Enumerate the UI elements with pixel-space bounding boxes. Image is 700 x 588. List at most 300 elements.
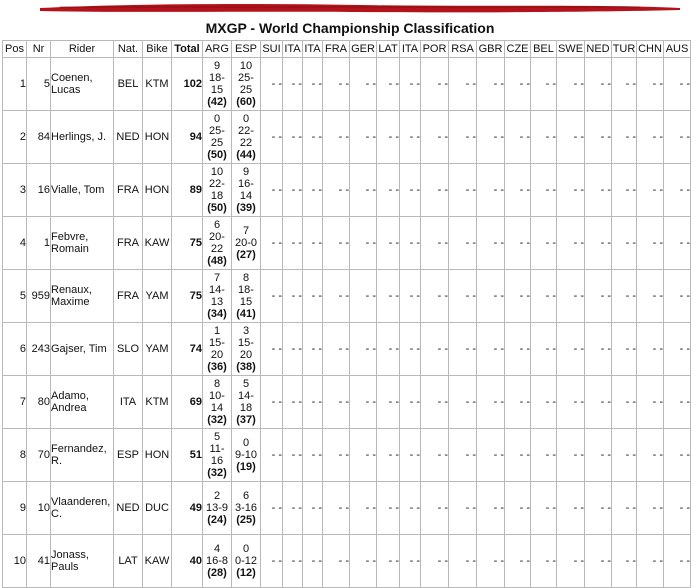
- empty-race-cell: - -: [421, 58, 449, 111]
- column-header-fra: FRA: [323, 41, 350, 58]
- column-header-ger: GER: [350, 41, 377, 58]
- empty-race-cell: - -: [531, 270, 557, 323]
- empty-race-cell: - -: [637, 535, 664, 588]
- empty-race-cell: - -: [283, 111, 303, 164]
- position-cell: 9: [3, 482, 27, 535]
- empty-race-cell: - -: [323, 535, 350, 588]
- rider-name-cell: Jonass, Pauls: [51, 535, 114, 588]
- total-points-cell: 102: [172, 58, 203, 111]
- race-points-line: 25: [239, 84, 253, 96]
- empty-race-cell: - -: [664, 270, 691, 323]
- empty-race-cell: - -: [449, 217, 477, 270]
- race-points-line: 13-9: [205, 502, 229, 514]
- empty-race-cell: - -: [505, 535, 531, 588]
- empty-race-cell: - -: [531, 482, 557, 535]
- column-header-bike: Bike: [143, 41, 172, 58]
- rider-number-cell: 959: [27, 270, 51, 323]
- column-header-nat: Nat.: [114, 41, 143, 58]
- empty-race-cell: - -: [585, 376, 612, 429]
- race-points-line: 14-: [209, 284, 225, 296]
- empty-race-cell: - -: [557, 535, 585, 588]
- empty-race-cell: - -: [261, 482, 283, 535]
- rider-name-cell: Gajser, Tim: [51, 323, 114, 376]
- empty-race-cell: - -: [531, 164, 557, 217]
- empty-race-cell: - -: [261, 323, 283, 376]
- race-points-line: 20-0: [234, 237, 258, 249]
- empty-race-cell: - -: [449, 164, 477, 217]
- race-points-line: 2: [213, 490, 221, 502]
- table-row: [3, 323, 691, 376]
- empty-race-cell: - -: [261, 376, 283, 429]
- empty-race-cell: - -: [350, 58, 377, 111]
- table-row: [3, 429, 691, 482]
- empty-race-cell: - -: [449, 58, 477, 111]
- race-points-line: 8: [213, 378, 221, 390]
- column-header-pos: Pos: [3, 41, 27, 58]
- empty-race-cell: - -: [323, 58, 350, 111]
- empty-race-cell: - -: [477, 376, 505, 429]
- empty-race-cell: - -: [505, 217, 531, 270]
- column-header-sui: SUI: [261, 41, 283, 58]
- empty-race-cell: - -: [664, 58, 691, 111]
- race-total-points: (50): [207, 202, 227, 214]
- empty-race-cell: - -: [350, 217, 377, 270]
- empty-race-cell: - -: [421, 376, 449, 429]
- empty-race-cell: - -: [557, 164, 585, 217]
- empty-race-cell: - -: [400, 535, 421, 588]
- nationality-cell: SLO: [114, 323, 143, 376]
- table-row: [3, 58, 691, 111]
- empty-race-cell: - -: [477, 58, 505, 111]
- total-points-cell: 49: [172, 482, 203, 535]
- empty-race-cell: - -: [505, 482, 531, 535]
- empty-race-cell: - -: [261, 164, 283, 217]
- race-total-points: (50): [207, 149, 227, 161]
- empty-race-cell: - -: [421, 164, 449, 217]
- rider-name-cell: Vialle, Tom: [51, 164, 114, 217]
- empty-race-cell: - -: [283, 535, 303, 588]
- empty-race-cell: - -: [323, 111, 350, 164]
- empty-race-cell: - -: [505, 58, 531, 111]
- rider-name-cell: Coenen, Lucas: [51, 58, 114, 111]
- empty-race-cell: - -: [283, 217, 303, 270]
- empty-race-cell: - -: [664, 429, 691, 482]
- empty-race-cell: - -: [557, 482, 585, 535]
- bike-cell: HON: [143, 111, 172, 164]
- empty-race-cell: - -: [303, 58, 323, 111]
- empty-race-cell: - -: [261, 111, 283, 164]
- empty-race-cell: - -: [531, 217, 557, 270]
- race-points-line: 6: [213, 219, 221, 231]
- empty-race-cell: - -: [303, 164, 323, 217]
- empty-race-cell: - -: [303, 535, 323, 588]
- race-total-points: (36): [207, 361, 227, 373]
- empty-race-cell: - -: [477, 164, 505, 217]
- empty-race-cell: - -: [400, 270, 421, 323]
- empty-race-cell: - -: [283, 429, 303, 482]
- empty-race-cell: - -: [637, 482, 664, 535]
- empty-race-cell: - -: [612, 111, 637, 164]
- race-total-points: (42): [207, 96, 227, 108]
- race-total-points: (38): [236, 361, 256, 373]
- empty-race-cell: - -: [377, 482, 400, 535]
- empty-race-cell: - -: [612, 58, 637, 111]
- empty-race-cell: - -: [557, 217, 585, 270]
- empty-race-cell: - -: [585, 482, 612, 535]
- column-header-arg: ARG: [203, 41, 232, 58]
- column-header-gbr: GBR: [477, 41, 505, 58]
- race-total-points: (27): [236, 249, 256, 261]
- rider-name-cell: Adamo, Andrea: [51, 376, 114, 429]
- empty-race-cell: - -: [612, 482, 637, 535]
- race-points-line: 11-: [209, 443, 225, 455]
- empty-race-cell: - -: [421, 323, 449, 376]
- race-points-line: 8: [242, 272, 250, 284]
- column-header-rider: Rider: [51, 41, 114, 58]
- race-result-cell: [232, 482, 261, 535]
- race-result-cell: [232, 323, 261, 376]
- bike-cell: KAW: [143, 217, 172, 270]
- empty-race-cell: - -: [637, 323, 664, 376]
- empty-race-cell: - -: [637, 217, 664, 270]
- rider-number-cell: 41: [27, 535, 51, 588]
- race-result-cell: [203, 217, 232, 270]
- table-row: [3, 270, 691, 323]
- race-points-line: 20: [239, 349, 253, 361]
- empty-race-cell: - -: [505, 323, 531, 376]
- rider-name-cell: Febvre, Romain: [51, 217, 114, 270]
- empty-race-cell: - -: [350, 482, 377, 535]
- empty-race-cell: - -: [323, 164, 350, 217]
- empty-race-cell: - -: [283, 482, 303, 535]
- empty-race-cell: - -: [585, 270, 612, 323]
- race-points-line: 15-: [209, 337, 225, 349]
- column-header-ita: ITA: [283, 41, 303, 58]
- empty-race-cell: - -: [505, 270, 531, 323]
- empty-race-cell: - -: [557, 270, 585, 323]
- empty-race-cell: - -: [477, 111, 505, 164]
- empty-race-cell: - -: [477, 217, 505, 270]
- empty-race-cell: - -: [400, 217, 421, 270]
- empty-race-cell: - -: [664, 376, 691, 429]
- column-header-ned: NED: [585, 41, 612, 58]
- empty-race-cell: - -: [612, 270, 637, 323]
- race-points-line: 3-16: [234, 502, 258, 514]
- bike-cell: DUC: [143, 482, 172, 535]
- race-points-line: 10: [210, 166, 224, 178]
- empty-race-cell: - -: [303, 270, 323, 323]
- race-points-line: 0: [213, 113, 221, 125]
- race-points-line: 22: [210, 243, 224, 255]
- empty-race-cell: - -: [664, 217, 691, 270]
- empty-race-cell: - -: [421, 482, 449, 535]
- race-result-cell: [232, 111, 261, 164]
- empty-race-cell: - -: [261, 217, 283, 270]
- race-points-line: 9-10: [234, 449, 258, 461]
- race-points-line: 5: [242, 378, 250, 390]
- race-total-points: (32): [207, 467, 227, 479]
- empty-race-cell: - -: [350, 376, 377, 429]
- empty-race-cell: - -: [261, 429, 283, 482]
- race-total-points: (60): [236, 96, 256, 108]
- empty-race-cell: - -: [585, 164, 612, 217]
- empty-race-cell: - -: [283, 376, 303, 429]
- race-total-points: (44): [236, 149, 256, 161]
- empty-race-cell: - -: [283, 270, 303, 323]
- empty-race-cell: - -: [531, 376, 557, 429]
- column-header-total: Total: [172, 41, 203, 58]
- bike-cell: KTM: [143, 58, 172, 111]
- empty-race-cell: - -: [477, 429, 505, 482]
- race-points-line: 22-: [238, 125, 254, 137]
- race-points-line: 15: [239, 296, 253, 308]
- position-cell: 4: [3, 217, 27, 270]
- race-points-line: 15: [210, 84, 224, 96]
- rider-number-cell: 243: [27, 323, 51, 376]
- nationality-cell: ESP: [114, 429, 143, 482]
- race-points-line: 20: [210, 349, 224, 361]
- column-header-esp: ESP: [232, 41, 261, 58]
- nationality-cell: ITA: [114, 376, 143, 429]
- race-points-line: 14: [210, 402, 224, 414]
- race-result-cell: [203, 58, 232, 111]
- rider-name-cell: Fernandez, R.: [51, 429, 114, 482]
- race-total-points: (12): [236, 567, 256, 579]
- classification-table: [2, 40, 691, 588]
- table-row: [3, 164, 691, 217]
- race-result-cell: [232, 164, 261, 217]
- race-points-line: 7: [213, 272, 221, 284]
- empty-race-cell: - -: [449, 270, 477, 323]
- race-points-line: 3: [242, 325, 250, 337]
- race-total-points: (48): [207, 255, 227, 267]
- empty-race-cell: - -: [421, 217, 449, 270]
- header-row: [3, 41, 691, 58]
- empty-race-cell: - -: [477, 482, 505, 535]
- empty-race-cell: - -: [303, 323, 323, 376]
- bike-cell: HON: [143, 164, 172, 217]
- empty-race-cell: - -: [449, 429, 477, 482]
- total-points-cell: 51: [172, 429, 203, 482]
- empty-race-cell: - -: [377, 164, 400, 217]
- column-header-cze: CZE: [505, 41, 531, 58]
- rider-number-cell: 1: [27, 217, 51, 270]
- empty-race-cell: - -: [557, 58, 585, 111]
- empty-race-cell: - -: [664, 164, 691, 217]
- empty-race-cell: - -: [664, 111, 691, 164]
- column-header-lat: LAT: [377, 41, 400, 58]
- race-points-line: 4: [213, 543, 221, 555]
- rider-number-cell: 5: [27, 58, 51, 111]
- bike-cell: HON: [143, 429, 172, 482]
- empty-race-cell: - -: [377, 58, 400, 111]
- empty-race-cell: - -: [400, 376, 421, 429]
- empty-race-cell: - -: [612, 323, 637, 376]
- empty-race-cell: - -: [612, 535, 637, 588]
- empty-race-cell: - -: [400, 482, 421, 535]
- empty-race-cell: - -: [303, 429, 323, 482]
- total-points-cell: 94: [172, 111, 203, 164]
- column-header-swe: SWE: [557, 41, 585, 58]
- race-total-points: (19): [236, 461, 256, 473]
- race-points-line: 6: [242, 490, 250, 502]
- empty-race-cell: - -: [400, 323, 421, 376]
- empty-race-cell: - -: [303, 217, 323, 270]
- empty-race-cell: - -: [377, 376, 400, 429]
- empty-race-cell: - -: [477, 535, 505, 588]
- empty-race-cell: - -: [377, 111, 400, 164]
- column-header-nr: Nr: [27, 41, 51, 58]
- empty-race-cell: - -: [350, 164, 377, 217]
- empty-race-cell: - -: [637, 111, 664, 164]
- column-header-tur: TUR: [612, 41, 637, 58]
- empty-race-cell: - -: [323, 323, 350, 376]
- empty-race-cell: - -: [377, 323, 400, 376]
- rider-name-cell: Vlaanderen, C.: [51, 482, 114, 535]
- table-row: [3, 217, 691, 270]
- race-result-cell: [232, 535, 261, 588]
- race-result-cell: [232, 58, 261, 111]
- empty-race-cell: - -: [350, 429, 377, 482]
- empty-race-cell: - -: [531, 429, 557, 482]
- nationality-cell: NED: [114, 482, 143, 535]
- position-cell: 7: [3, 376, 27, 429]
- empty-race-cell: - -: [377, 270, 400, 323]
- empty-race-cell: - -: [377, 217, 400, 270]
- rider-number-cell: 70: [27, 429, 51, 482]
- rider-number-cell: 84: [27, 111, 51, 164]
- race-points-line: 20-: [209, 231, 225, 243]
- race-points-line: 1: [213, 325, 221, 337]
- empty-race-cell: - -: [585, 217, 612, 270]
- column-header-ita: ITA: [400, 41, 421, 58]
- rider-name-cell: Renaux, Maxime: [51, 270, 114, 323]
- empty-race-cell: - -: [505, 376, 531, 429]
- column-header-ita: ITA: [303, 41, 323, 58]
- empty-race-cell: - -: [303, 376, 323, 429]
- race-points-line: 18-: [209, 72, 225, 84]
- empty-race-cell: - -: [477, 323, 505, 376]
- race-points-line: 18-: [238, 284, 254, 296]
- empty-race-cell: - -: [350, 535, 377, 588]
- race-points-line: 0: [242, 113, 250, 125]
- empty-race-cell: - -: [323, 376, 350, 429]
- empty-race-cell: - -: [400, 429, 421, 482]
- empty-race-cell: - -: [303, 111, 323, 164]
- page-title: MXGP - World Championship Classification: [205, 20, 495, 36]
- race-points-line: 0-12: [234, 555, 258, 567]
- race-points-line: 5: [213, 431, 221, 443]
- empty-race-cell: - -: [350, 111, 377, 164]
- empty-race-cell: - -: [323, 429, 350, 482]
- empty-race-cell: - -: [449, 111, 477, 164]
- race-total-points: (34): [207, 308, 227, 320]
- empty-race-cell: - -: [400, 111, 421, 164]
- empty-race-cell: - -: [664, 323, 691, 376]
- race-points-line: 25: [210, 137, 224, 149]
- empty-race-cell: - -: [637, 58, 664, 111]
- total-points-cell: 89: [172, 164, 203, 217]
- nationality-cell: NED: [114, 111, 143, 164]
- empty-race-cell: - -: [421, 429, 449, 482]
- race-total-points: (25): [236, 514, 256, 526]
- empty-race-cell: - -: [449, 376, 477, 429]
- empty-race-cell: - -: [637, 164, 664, 217]
- total-points-cell: 75: [172, 270, 203, 323]
- rider-number-cell: 16: [27, 164, 51, 217]
- empty-race-cell: - -: [637, 270, 664, 323]
- rider-number-cell: 10: [27, 482, 51, 535]
- empty-race-cell: - -: [585, 58, 612, 111]
- race-points-line: 9: [213, 60, 221, 72]
- empty-race-cell: - -: [637, 376, 664, 429]
- empty-race-cell: - -: [350, 270, 377, 323]
- empty-race-cell: - -: [612, 429, 637, 482]
- race-result-cell: [232, 429, 261, 482]
- bike-cell: KAW: [143, 535, 172, 588]
- column-header-rsa: RSA: [449, 41, 477, 58]
- table-row: [3, 376, 691, 429]
- race-points-line: 18: [210, 190, 224, 202]
- empty-race-cell: - -: [531, 111, 557, 164]
- table-body: [3, 58, 691, 588]
- empty-race-cell: - -: [323, 217, 350, 270]
- race-result-cell: [203, 376, 232, 429]
- race-total-points: (39): [236, 202, 256, 214]
- empty-race-cell: - -: [585, 323, 612, 376]
- column-header-bel: BEL: [531, 41, 557, 58]
- empty-race-cell: - -: [261, 270, 283, 323]
- empty-race-cell: - -: [612, 217, 637, 270]
- empty-race-cell: - -: [421, 270, 449, 323]
- empty-race-cell: - -: [664, 535, 691, 588]
- position-cell: 2: [3, 111, 27, 164]
- total-points-cell: 75: [172, 217, 203, 270]
- race-total-points: (24): [207, 514, 227, 526]
- bike-cell: KTM: [143, 376, 172, 429]
- race-result-cell: [203, 535, 232, 588]
- bike-cell: YAM: [143, 323, 172, 376]
- table-row: [3, 111, 691, 164]
- empty-race-cell: - -: [612, 164, 637, 217]
- race-total-points: (41): [236, 308, 256, 320]
- nationality-cell: FRA: [114, 217, 143, 270]
- race-points-line: 9: [242, 166, 250, 178]
- empty-race-cell: - -: [449, 535, 477, 588]
- empty-race-cell: - -: [505, 164, 531, 217]
- bike-cell: YAM: [143, 270, 172, 323]
- empty-race-cell: - -: [664, 482, 691, 535]
- race-points-line: 0: [242, 543, 250, 555]
- empty-race-cell: - -: [637, 429, 664, 482]
- empty-race-cell: - -: [612, 376, 637, 429]
- empty-race-cell: - -: [557, 323, 585, 376]
- empty-race-cell: - -: [261, 535, 283, 588]
- empty-race-cell: - -: [323, 270, 350, 323]
- empty-race-cell: - -: [283, 58, 303, 111]
- rider-number-cell: 80: [27, 376, 51, 429]
- empty-race-cell: - -: [531, 323, 557, 376]
- race-result-cell: [203, 270, 232, 323]
- race-total-points: (28): [207, 567, 227, 579]
- empty-race-cell: - -: [585, 429, 612, 482]
- race-points-line: 16-: [238, 178, 254, 190]
- race-total-points: (37): [236, 414, 256, 426]
- empty-race-cell: - -: [449, 323, 477, 376]
- empty-race-cell: - -: [421, 111, 449, 164]
- race-total-points: (32): [207, 414, 227, 426]
- empty-race-cell: - -: [421, 535, 449, 588]
